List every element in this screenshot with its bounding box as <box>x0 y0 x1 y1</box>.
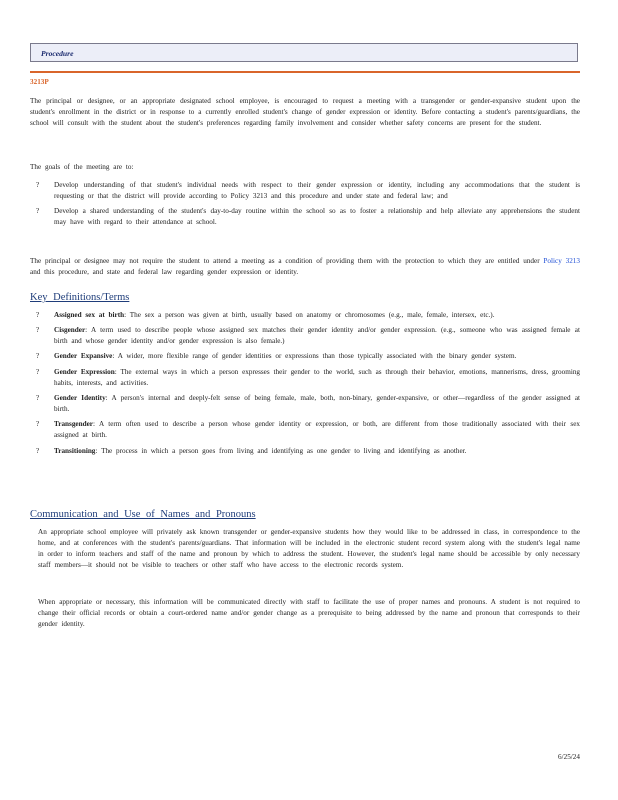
bullet-glyph: ? <box>36 446 40 455</box>
bullet-glyph: ? <box>36 393 40 402</box>
definition-term: Gender Expansive <box>54 352 113 361</box>
bullet-glyph: ? <box>36 181 40 189</box>
goals-list <box>30 180 580 233</box>
procedure-title: Procedure <box>41 49 74 58</box>
bullet-glyph: ? <box>36 311 40 319</box>
procedure-title-bar <box>30 43 578 62</box>
definition-term: Gender Expression <box>54 367 115 376</box>
names-paragraph-1: An appropriate school employee will privately ask known transgender or gender-expansive students how they would like to be addressed in class, in correspondence to the home, and at conferences with the student's parents/guardians. That information will be included in the electronic student record system along with the student's legal name in order to inform teachers and staff of the name and pronoun by which to address the student. However, the student's legal name should be accessible by only necessary staff members—it should not be visible to teachers or other staff who have access to the electronic records system. <box>38 528 580 570</box>
definition-term: Transgender <box>54 420 93 429</box>
intro-paragraph: The principal or designee, or an appropriate designated school employee, is encouraged to request a meeting with a transgender or gender-expansive student upon the student's enrollment in the district or in response to a currently enrolled student's change of gender expression or identity. Before contacting a student's parents/guardians, the school will consult with the student about the student's preferences regarding family involvement and consider whether safety concerns are present for the student. <box>30 97 580 128</box>
revision-date: 6/25/24 <box>558 753 580 761</box>
section-divider <box>30 71 580 73</box>
definition-term: Assigned sex at birth <box>54 311 125 319</box>
list-item: ? Gender Expansive: A wider, more flexible range of gender identities or expressions than those typically associated with the binary gender system. <box>30 351 580 362</box>
bullet-glyph: ? <box>36 207 40 216</box>
bullet-glyph: ? <box>36 326 40 335</box>
bullet-glyph: ? <box>36 352 40 361</box>
names-pronouns-heading: Communication and Use of Names and Pronouns <box>30 509 256 520</box>
list-item: ? Assigned sex at birth: The sex a person was given at birth, usually based on anatomy or chromosomes (e.g., male, female, intersex, etc.). <box>30 310 580 321</box>
procedure-code: 3213P <box>30 78 49 86</box>
policy-3213-link[interactable]: Policy 3213 <box>543 257 580 265</box>
bullet-glyph: ? <box>36 420 40 429</box>
list-item: ? Transgender: A term often used to describe a person whose gender identity or expression, or both, are different from those traditionally associated with their sex assigned at birth. <box>36 420 580 440</box>
definition-term: Cisgender <box>54 326 86 335</box>
protection-paragraph: The principal or designee may not require the student to attend a meeting as a condition of providing them with the protection to which they are entitled under Policy 3213 and this procedure, and state and federal law regarding gender expression or identity. <box>30 257 580 277</box>
bullet-glyph: ? <box>36 367 40 376</box>
definitions-heading: Key Definitions/Terms <box>30 292 130 303</box>
list-item: ? Develop a shared understanding of the student's day-to-day routine within the school so as to foster a relationship and help alleviate any apprehensions the student may have with regard to their attendance at school. <box>36 207 580 227</box>
definition-term: Transitioning <box>54 446 96 455</box>
list-item: ? Develop understanding of that student's individual needs with respect to their gender expression or identity, including any accommodations that the student is requesting or that the district will provide according to Policy 3213 and this procedure and under state and federal law; and <box>36 181 580 201</box>
list-item: ? Transitioning: The process in which a person goes from living and identifying as one gender to living and identifying as another. <box>30 446 580 457</box>
list-item: ? Gender Identity: A person's internal and deeply-felt sense of being female, male, both, non-binary, gender-expansive, or other—regardless of the gender assigned at birth. <box>36 393 580 414</box>
list-item: ? Cisgender: A term used to describe people whose assigned sex matches their gender identity and/or gender expression. (e.g., someone who was assigned female at birth and whose gender identity and/or gender expression is also female.) <box>36 326 580 346</box>
list-item: ? Gender Expression: The external ways in which a person expresses their gender to the world, such as through their behavior, emotions, mannerisms, dress, grooming habits, interests, and activities. <box>36 367 581 387</box>
goals-lead-in: The goals of the meeting are to: <box>30 163 134 171</box>
names-paragraph-2: When appropriate or necessary, this information will be communicated directly with staff to facilitate the use of proper names and pronouns. A student is not required to change their official records or obtain a court-ordered name and/or gender change as a prerequisite to being addressed by the name and pronoun that corresponds to their gender identity. <box>38 598 580 629</box>
definitions-list <box>30 310 580 461</box>
definition-term: Gender Identity <box>54 393 106 402</box>
